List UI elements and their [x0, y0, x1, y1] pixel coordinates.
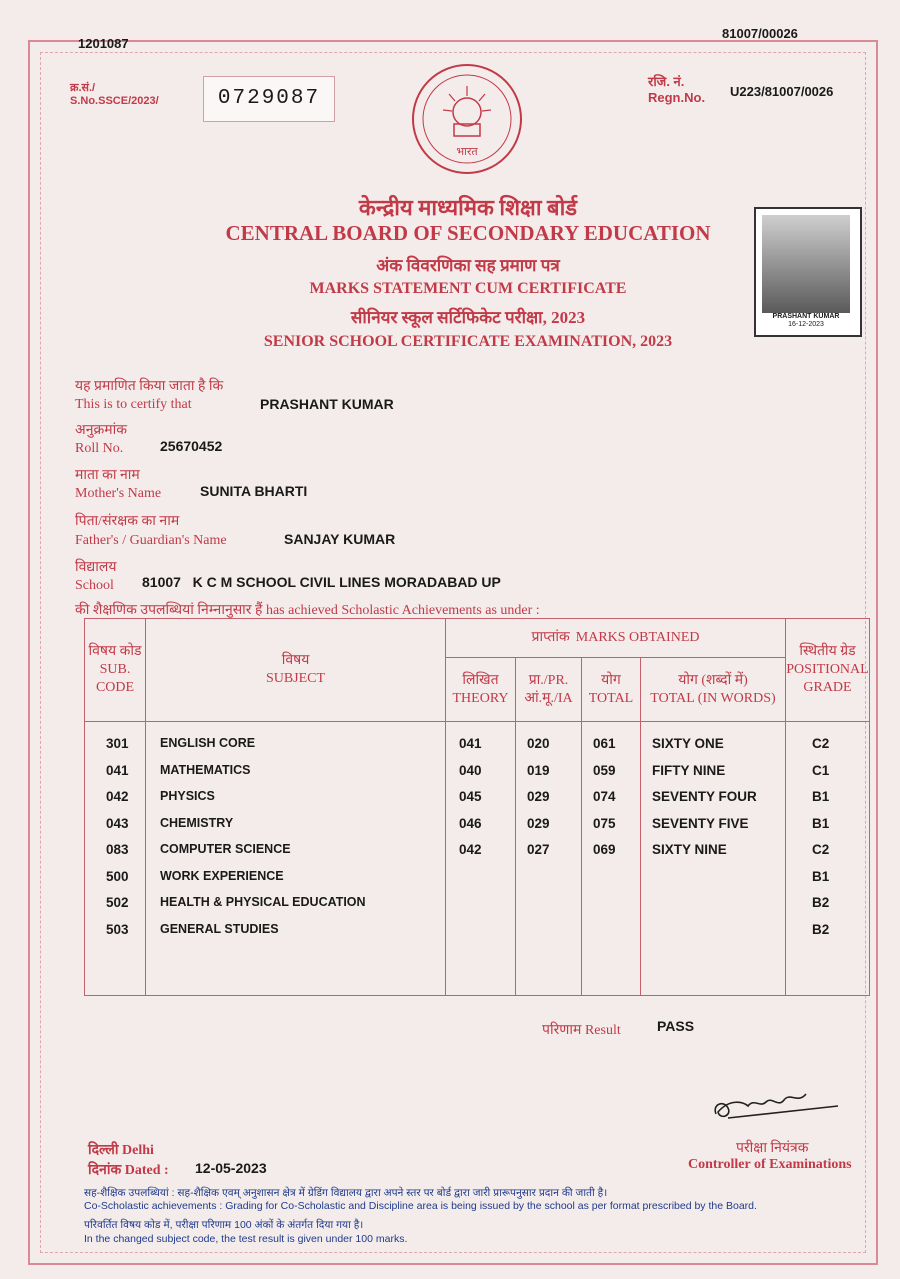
header-grade-line1: POSITIONAL — [786, 662, 869, 677]
controller-signature — [708, 1078, 848, 1128]
certify-label: This is to certify that — [75, 397, 192, 412]
cell-grade: B1 — [812, 868, 830, 884]
place-hindi: दिल्ली — [88, 1143, 119, 1158]
photo-date: 16-12-2023 — [788, 321, 824, 328]
regn-label: Regn.No. — [648, 90, 706, 105]
cell-grade: B1 — [812, 815, 830, 831]
photo-caption: PRASHANT KUMAR — [772, 313, 840, 320]
note-changed-code-hindi: परिवर्तित विषय कोड में, परीक्षा परिणाम 100 अंकों के अंतर्गत दिया गया है। — [84, 1219, 364, 1231]
regn-label-hindi: रजि. नं. — [648, 74, 685, 89]
cell-grade: B1 — [812, 789, 830, 804]
header-total-words — [640, 657, 786, 722]
cell-grade: C2 — [812, 842, 830, 857]
header-sub-code-line2: CODE — [95, 680, 135, 695]
cbse-emblem-icon — [412, 64, 522, 174]
serial-number: 0729087 — [203, 76, 335, 122]
header-practical-line2: आं.मू./IA — [524, 690, 573, 706]
marks-table — [84, 618, 870, 996]
cell-words: SIXTY ONE — [652, 736, 724, 751]
cell-words: SIXTY NINE — [652, 842, 727, 857]
cell-total: 074 — [593, 789, 616, 804]
achievements-label — [75, 600, 540, 619]
header-marks-hindi: प्राप्तांक — [531, 630, 570, 645]
certify-label-hindi: यह प्रमाणित किया जाता है कि — [75, 379, 224, 394]
exam-title-hindi: सीनियर स्कूल सर्टिफिकेट परीक्षा, 2023 — [350, 308, 586, 327]
header-sub-code-hindi: विषय कोड — [88, 644, 142, 659]
header-grade-hindi: स्थितीय ग्रेड — [799, 644, 856, 659]
student-name: PRASHANT KUMAR — [260, 396, 394, 412]
header-theory-english: THEORY — [452, 690, 509, 706]
header-total-hindi: योग — [601, 672, 621, 688]
header-total — [581, 657, 641, 722]
top-right-number: 81007/00026 — [722, 26, 798, 41]
cell-subject: PHYSICS — [160, 789, 215, 803]
cell-code: 500 — [106, 868, 129, 884]
result-label-hindi: परिणाम — [542, 1023, 582, 1038]
cell-code: 301 — [106, 736, 129, 751]
cell-total: 061 — [593, 736, 616, 751]
father-name: SANJAY KUMAR — [284, 531, 396, 547]
cell-total: 069 — [593, 842, 616, 857]
cell-theory: 045 — [459, 789, 482, 804]
result-value: PASS — [657, 1018, 695, 1034]
header-subject-hindi: विषय — [281, 653, 310, 668]
student-photo — [754, 207, 862, 337]
serial-label: S.No.SSCE/2023/ — [70, 95, 159, 107]
cell-grade: B2 — [812, 895, 830, 910]
top-left-number: 1201087 — [78, 36, 129, 51]
roll-number: 25670452 — [160, 438, 223, 454]
achievements-label-english: has achieved Scholastic Achievements as under : — [265, 603, 540, 618]
dated-label — [88, 1160, 169, 1179]
header-subject-english: SUBJECT — [265, 671, 326, 686]
cell-subject: GENERAL STUDIES — [160, 921, 279, 936]
header-grade-line2: GRADE — [803, 680, 852, 695]
dated-value: 12-05-2023 — [195, 1160, 267, 1176]
emblem-text: भारत — [456, 146, 478, 158]
header-subject — [145, 618, 446, 722]
header-grade — [785, 618, 870, 722]
cell-subject: HEALTH & PHYSICAL EDUCATION — [160, 895, 366, 909]
header-sub-code — [84, 618, 146, 722]
cell-total: 059 — [593, 762, 616, 778]
cell-words: SEVENTY FIVE — [652, 815, 749, 831]
board-name-hindi: केन्द्रीय माध्यमिक शिक्षा बोर्ड — [358, 195, 578, 220]
cell-theory: 046 — [459, 815, 482, 831]
cell-words: SEVENTY FOUR — [652, 789, 757, 804]
cell-code: 502 — [106, 895, 129, 910]
cell-subject: COMPUTER SCIENCE — [160, 842, 291, 856]
header-practical-line1: प्रा./PR. — [528, 672, 569, 688]
place-label — [88, 1140, 154, 1159]
cell-grade: C1 — [812, 762, 830, 778]
header-practical — [515, 657, 582, 722]
roll-label-hindi: अनुक्रमांक — [75, 423, 127, 438]
cell-code: 083 — [106, 842, 129, 857]
note-co-scholastic: Co-Scholastic achievements : Grading for Co-Scholastic and Discipline area is being issued by the school as per format prescribed by the Board. — [84, 1200, 757, 1212]
cell-code: 043 — [106, 815, 129, 831]
cell-subject: ENGLISH CORE — [160, 736, 256, 750]
school-name: 81007 K C M SCHOOL CIVIL LINES MORADABAD UP — [142, 574, 501, 590]
header-marks-obtained — [445, 618, 786, 658]
controller-label-hindi: परीक्षा नियंत्रक — [736, 1141, 809, 1156]
cell-code: 503 — [106, 921, 129, 937]
result-label — [542, 1020, 621, 1039]
result-label-english: Result — [584, 1023, 621, 1038]
achievements-label-hindi: की शैक्षणिक उपलब्धियां निम्नानुसार हैं — [75, 603, 263, 618]
cell-grade: C2 — [812, 736, 830, 751]
place-english: Delhi — [122, 1143, 154, 1158]
exam-title: SENIOR SCHOOL CERTIFICATE EXAMINATION, 2023 — [263, 333, 673, 350]
cell-theory: 041 — [459, 736, 482, 751]
cell-total: 075 — [593, 815, 616, 831]
cell-grade: B2 — [812, 921, 830, 937]
cell-pr: 029 — [527, 789, 550, 804]
certificate-title-hindi: अंक विवरणिका सह प्रमाण पत्र — [376, 256, 560, 275]
cell-subject: WORK EXPERIENCE — [160, 868, 284, 883]
board-name: CENTRAL BOARD OF SECONDARY EDUCATION — [225, 221, 711, 245]
mother-label-hindi: माता का नाम — [75, 468, 140, 483]
roll-label: Roll No. — [75, 441, 124, 456]
header-theory-hindi: लिखित — [462, 672, 499, 688]
cell-subject: CHEMISTRY — [160, 815, 234, 830]
dated-english: Dated : — [124, 1163, 169, 1178]
note-co-scholastic-hindi: सह-शैक्षिक उपलब्धियां : सह-शैक्षिक एवम् अनुशासन क्षेत्र में ग्रेडिंग विद्यालय द्वारा अपने स्तर पर बोर्ड द्वारा जारी प्रारूपनुसार प्रदान की जाती है। — [84, 1187, 608, 1199]
header-marks-english: MARKS OBTAINED — [575, 630, 700, 645]
student-photo-image — [762, 215, 850, 313]
cell-theory: 042 — [459, 842, 482, 857]
cell-pr: 027 — [527, 842, 550, 857]
regn-value: U223/81007/0026 — [730, 84, 834, 99]
cell-subject: MATHEMATICS — [160, 762, 251, 777]
cell-words: FIFTY NINE — [652, 762, 726, 778]
mother-label: Mother's Name — [75, 486, 162, 501]
school-label-hindi: विद्यालय — [75, 560, 117, 575]
cell-pr: 020 — [527, 736, 550, 751]
mother-name: SUNITA BHARTI — [200, 483, 308, 499]
father-label: Father's / Guardian's Name — [75, 533, 227, 548]
cell-pr: 029 — [527, 815, 550, 831]
note-changed-code: In the changed subject code, the test result is given under 100 marks. — [84, 1233, 408, 1245]
header-theory — [445, 657, 516, 722]
dated-hindi: दिनांक — [88, 1163, 122, 1178]
cell-theory: 040 — [459, 762, 482, 778]
father-label-hindi: पिता/संरक्षक का नाम — [75, 514, 180, 529]
cell-code: 041 — [106, 762, 129, 778]
certificate-title: MARKS STATEMENT CUM CERTIFICATE — [309, 280, 627, 297]
header-total-english: TOTAL — [588, 690, 634, 706]
school-label: School — [75, 578, 114, 593]
header-total-words-english: TOTAL (IN WORDS) — [650, 690, 776, 706]
header-total-words-hindi: योग (शब्दों में) — [678, 672, 748, 688]
header-sub-code-line1: SUB. — [99, 662, 131, 677]
cell-pr: 019 — [527, 762, 550, 778]
serial-label-hindi: क्र.सं./ — [70, 82, 96, 94]
controller-label: Controller of Examinations — [688, 1157, 852, 1172]
cell-code: 042 — [106, 789, 129, 804]
